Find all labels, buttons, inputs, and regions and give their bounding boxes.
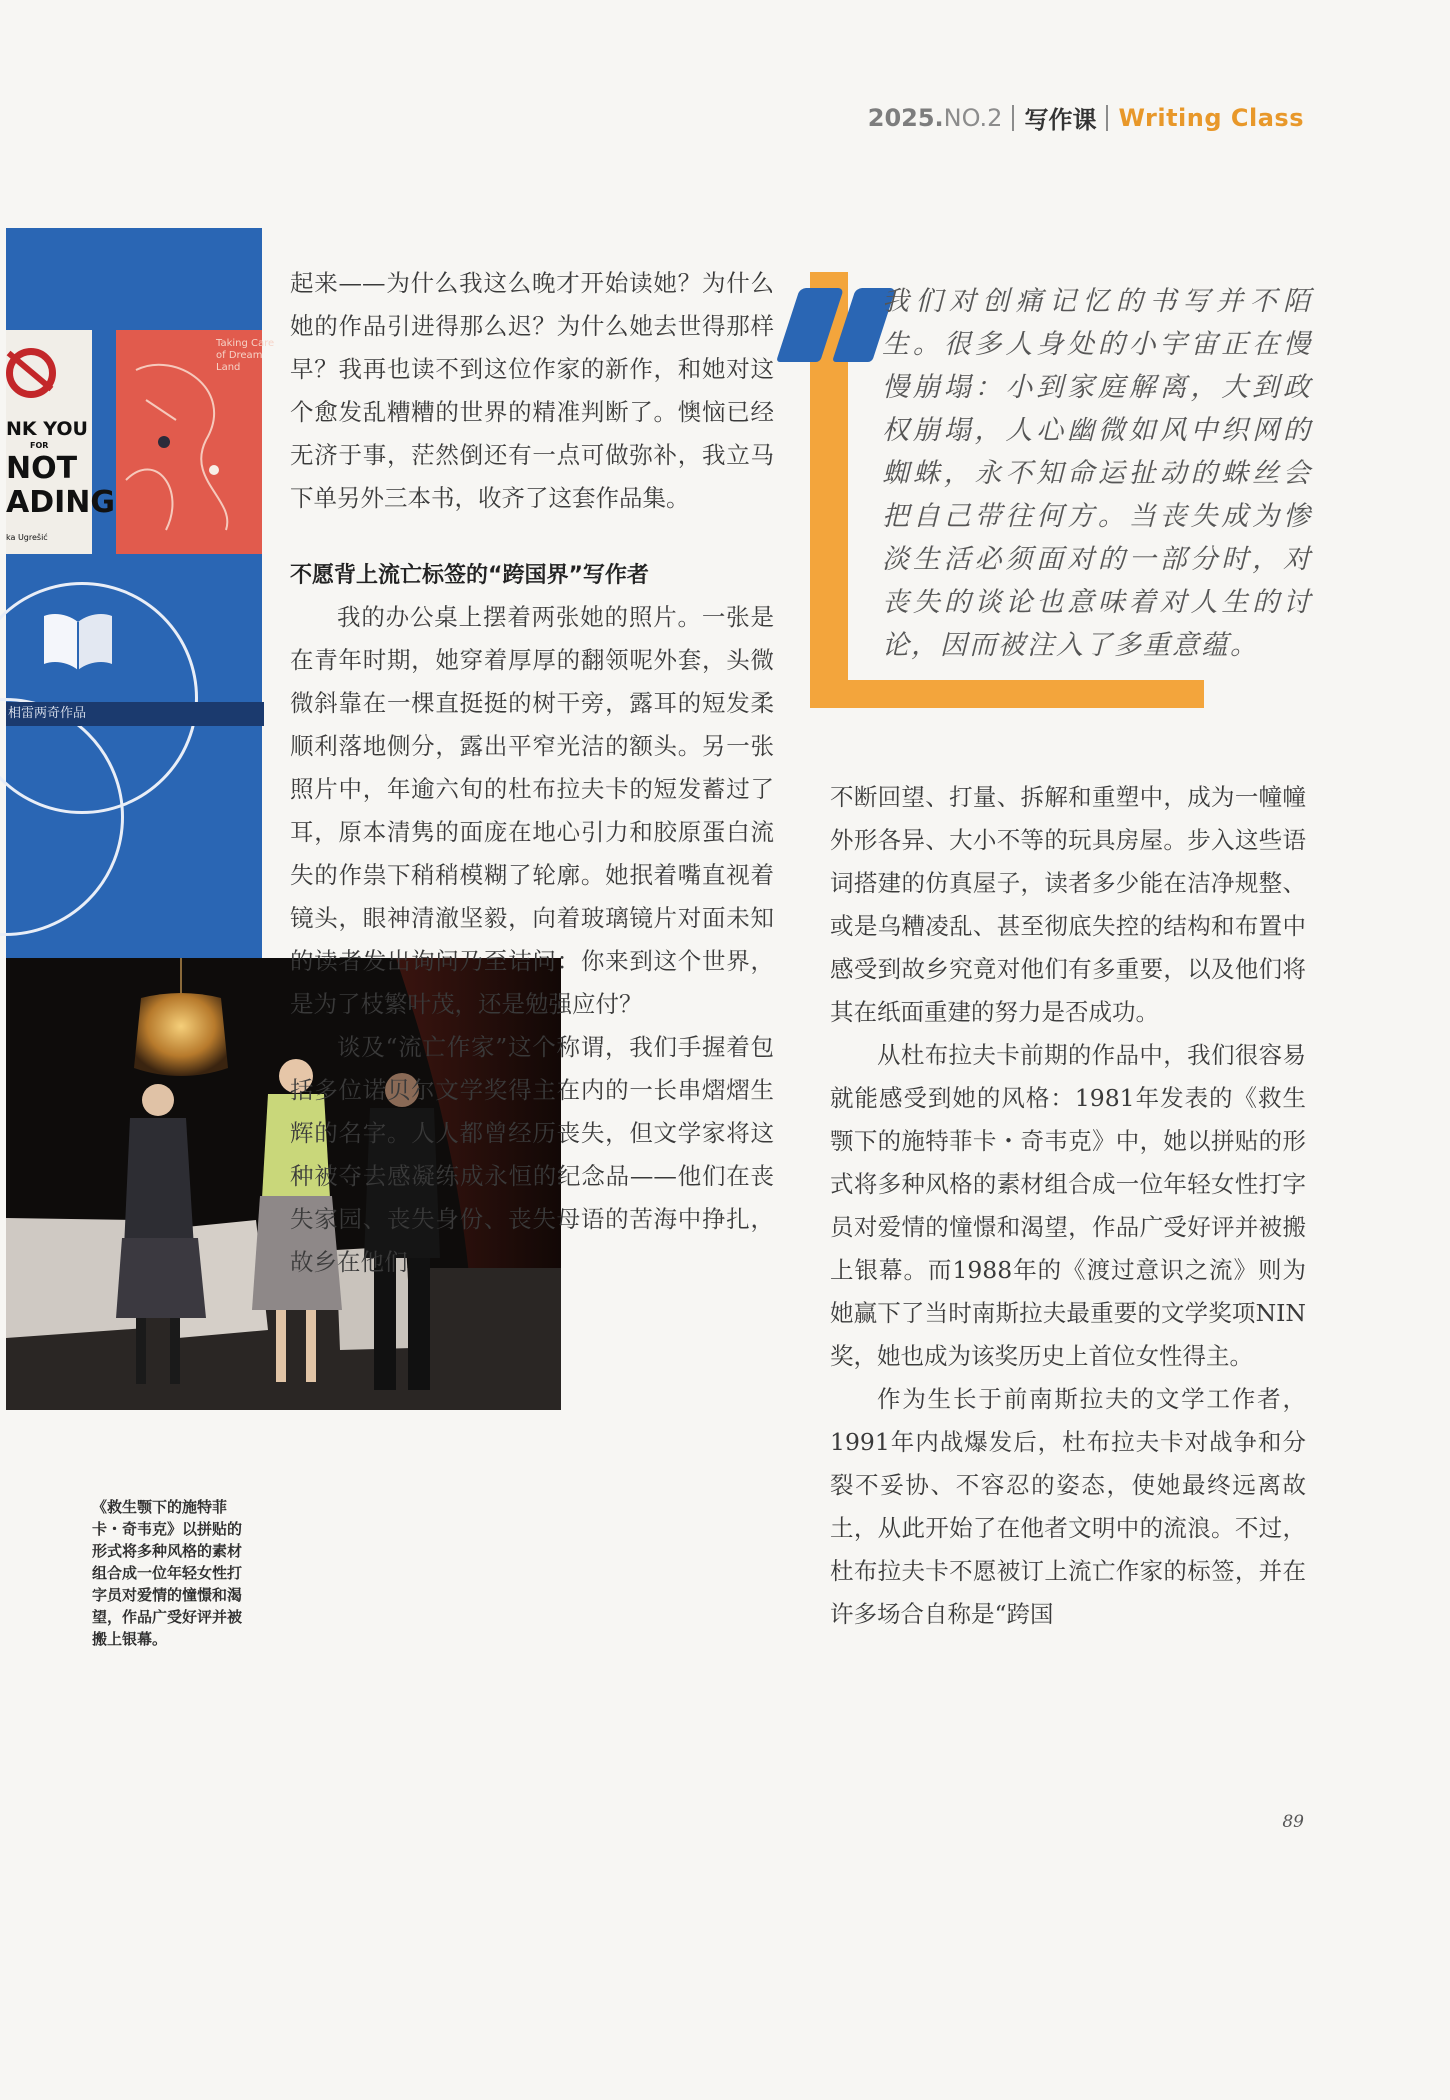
book-title: Taking Care of Dream Land [216, 338, 275, 373]
page-number: 89 [1282, 1812, 1304, 1832]
book-title-line: NK YOU [6, 418, 88, 440]
paragraph: 谈及“流亡作家”这个称谓，我们手握着包括多位诺贝尔文学奖得主在内的一长串熠熠生辉的名字。人人都曾经历丧失，但文学家将这种被夺去感凝练成永恒的纪念品——他们在丧失家园、丧失身份、丧失母语的苦海中挣扎，故乡在他们 [290, 1033, 774, 1276]
article-column-middle [290, 262, 774, 1371]
book-author: ka Ugrešić [6, 533, 48, 542]
book-cover-thank-you [6, 330, 116, 554]
open-book-icon [42, 608, 114, 674]
book-cover-dream-land [116, 330, 275, 554]
section-subheading: 不愿背上流亡标签的“跨国界”写作者 [290, 563, 649, 588]
quote-text: 我们对创痛记忆的书写并不陌生。很多人身处的小宇宙正在慢慢崩塌：小到家庭解离，大到政权崩塌，人心幽微如风中织网的蜘蛛，永不知命运扯动的蛛丝会把自己带往何方。当丧失成为惨淡生活必须面对的一部分时，对丧失的谈论也意味着对人生的讨论，因而被注入了多重意蕴。 [882, 286, 1312, 661]
paragraph: 起来——为什么我这么晚才开始读她？为什么她的作品引进得那么迟？为什么她去世得那样早？我再也读不到这位作家的新作，和她对这个愈发乱糟糟的世界的精准判断了。懊恼已经无济于事，茫然倒还有一点可做弥补，我立马下单另外三本书，收齐了这套作品集。 [290, 269, 774, 512]
photo-wrap-area [0, 854, 284, 1371]
paragraph: 不断回望、打量、拆解和重塑中，成为一幢幢外形各异、大小不等的玩具房屋。步入这些语词搭建的仿真屋子，读者多少能在洁净规整、或是乌糟凌乱、甚至彻底失控的结构和布置中感受到故乡究竟对他们有多重要，以及他们将其在纸面重建的努力是否成功。 [830, 783, 1306, 1026]
header-divider [1106, 105, 1108, 131]
quote-bracket-base [810, 680, 1204, 708]
issue-number: NO.2 [943, 103, 1003, 132]
paragraph: 从杜布拉夫卡前期的作品中，我们很容易就能感受到她的风格：1981年发表的《救生颚下的施特菲卡・奇韦克》中，她以拼贴的形式将多种风格的素材组合成一位年轻女性打字员对爱情的憧憬和渴望，作品广受好评并被搬上银幕。而1988年的《渡过意识之流》则为她赢下了当时南斯拉夫最重要的文学奖项NIN奖，她也成为该奖历史上首位女性得主。 [830, 1041, 1306, 1370]
panel-label: 相雷两奇作品 [6, 702, 264, 726]
book-title-line: FOR [30, 441, 49, 450]
photo-caption: 《救生颚下的施特菲卡・奇韦克》以拼贴的形式将多种风格的素材组合成一位年轻女性打字员对爱情的憧憬和渴望，作品广受好评并被搬上银幕。 [92, 1498, 243, 1648]
book-title-line: NOT [6, 451, 78, 486]
book-collection-panel [6, 228, 275, 958]
paragraph: 作为生长于前南斯拉夫的文学工作者，1991年内战爆发后，杜布拉夫卡对战争和分裂不妥协、不容忍的姿态，使她最终远离故土，从此开始了在他者文明中的流浪。不过，杜布拉夫卡不愿被订上流亡作家的标签，并在许多场合自称是“跨国 [830, 1385, 1306, 1628]
paragraph: 我的办公桌上摆着两张她的照片。一张是在青年时期，她穿着厚厚的翻领呢外套，头微微斜靠在一棵直挺挺的树干旁，露耳的短发柔顺利落地侧分，露出平窄光洁的额头。另一张照片中，年逾六旬的杜布拉夫卡的短发蓄过了耳，原本清隽的面庞在地心引力和胶原蛋白流失的作祟下稍稍模糊了轮廓。她抿着嘴直视着镜头，眼神清澈坚毅，向着玻璃镜片对面未知的读者发出询问乃至诘问：你来到这个世界，是为了枝繁叶茂，还是勉强应付？ [290, 603, 774, 1018]
header-divider [1012, 105, 1014, 131]
issue-year: 2025. [867, 103, 944, 132]
section-title-en: Writing Class [1118, 103, 1304, 132]
running-header [868, 100, 1304, 135]
book-title-line: ADING [6, 485, 116, 520]
pull-quote [810, 272, 1312, 712]
article-column-right [830, 776, 1306, 1636]
section-title: 写作课 [1024, 106, 1097, 134]
